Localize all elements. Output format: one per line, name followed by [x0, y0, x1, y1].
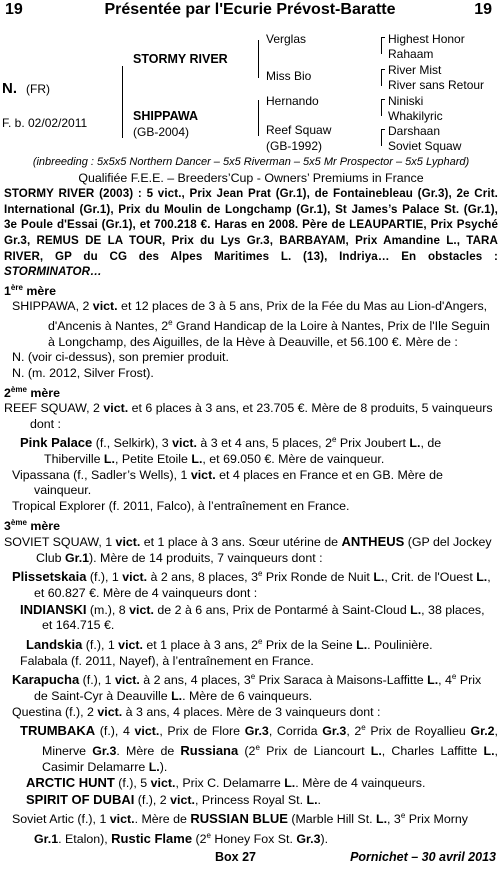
landskia-entry [4, 634, 498, 654]
lot-number-right: 19 [474, 1, 492, 18]
bold: Plissetskaia [12, 569, 87, 585]
text: , Minerve [42, 724, 498, 759]
plissetskaia-entry [4, 566, 498, 601]
inbreeding-line: (inbreeding : 5x5x5 Northern Dancer – 5x5 Riverman – 5x5 Mr Prospector – 5x5 Lyphard) [32, 156, 470, 168]
bold: Gr.3 [92, 744, 117, 759]
bold: vict. [97, 704, 123, 719]
bold: vict. [103, 401, 129, 416]
text: Prix Saraca à Maisons-Laffitte [255, 673, 428, 688]
text: , Corrida [268, 724, 323, 739]
sale-place-date: Pornichet – 30 avril 2013 [350, 850, 496, 864]
text: . Mère de 6 vainqueurs. [182, 689, 313, 703]
text: à 3 et 4 ans, 5 places, 2 [196, 436, 332, 451]
sire-paragraph-text: STORMY RIVER (2003) : 5 vict., Prix Jean Prat (Gr.1), de Fontainebleau (Gr.3), 2e Crit. International (Gr.1), Prix du Moulin de Longchamp (Gr.1), St James’s Palace St. (Gr.1), 3e Poule d'Essai (Gr.1), et 700.218 €. Haras en 2008. Père de LEAUPARTIE, Prix Psyché Gr.3, REMUS DE LA TOUR, Prix du Lys Gr.3, BARBAYAM, Prix Amandine L., TARA RIVER, GP du CG des Alpes Maritimes L. (13), Indriya… En obstacles : [4, 187, 498, 263]
first-dam-heading [4, 280, 498, 300]
text: . Mère de [134, 812, 191, 827]
consignor-title: Présentée par l'Ecurie Prévost-Baratte [104, 1, 396, 18]
sup: e [250, 672, 256, 682]
vipassana-entry [4, 468, 498, 499]
bold: vict. [129, 602, 154, 617]
bold: SPIRIT OF DUBAI [26, 791, 135, 807]
spirit-of-dubai-entry [4, 792, 498, 809]
bold: vict. [150, 776, 176, 791]
text: (Marble Hill St. [287, 812, 377, 827]
bold: RUSSIAN BLUE [190, 811, 288, 827]
heading-sup: ère [10, 282, 23, 292]
bold: Gr.3 [296, 832, 321, 847]
text: Vipassana (f., Sadler’s Wells), 1 [12, 467, 191, 482]
sire-sire: Verglas [266, 32, 307, 46]
sire-paragraph [4, 186, 498, 280]
gen3-2: Rahaam [388, 47, 434, 61]
text: Soviet Artic (f.), 1 [12, 812, 110, 827]
dam-dam-year: (GB-1992) [266, 139, 323, 153]
text: à 2 ans, 4 places, 3 [139, 673, 251, 688]
bold: Rustic Flame [111, 831, 193, 847]
bold: vict. [118, 638, 143, 653]
qualification-line: Qualifiée F.E.E. – Breeders’Cup - Owners’ Premiums in France [78, 170, 424, 185]
bold: L. [284, 776, 296, 791]
horse-origin: (FR) [26, 82, 50, 96]
sire-dam: Miss Bio [266, 69, 312, 83]
tropical-explorer-entry: Tropical Explorer (f. 2011, Falco), à l’entraînement en France. [12, 498, 350, 513]
text: Grand Handicap de la Loire à Nantes, Prix de l'Ile Seguin à Longchamp, des Aiguilles, de la Hève à Deauville, et 56.100 €. Mère de : [48, 319, 490, 349]
bold: vict. [134, 724, 160, 739]
bold: vict. [190, 467, 216, 482]
bold: TRUMBAKA [20, 723, 96, 739]
bold: vict. [170, 792, 195, 807]
text: (f.), 1 [79, 673, 116, 688]
text: , 4 [438, 673, 452, 688]
text: Prix de la Seine [262, 638, 357, 653]
text: . Mère de 4 vainqueurs. [295, 776, 426, 791]
bold: Karapucha [12, 672, 80, 688]
text: . Mère de [116, 744, 181, 759]
first-dam-produce-1: N. (voir ci-dessus), son premier produit. [12, 350, 229, 365]
bold: L. [476, 570, 488, 585]
bold: L. [376, 812, 388, 827]
text: , et 69.050 €. Mère de vainqueur. [202, 452, 385, 467]
gen3-4: River sans Retour [388, 78, 485, 92]
heading-number: 3 [4, 518, 11, 533]
bold: L. [409, 436, 421, 451]
bold: L. [370, 744, 382, 759]
sup: e [255, 742, 260, 752]
text: et 1 place à 3 ans. Sœur utérine de [140, 535, 342, 550]
text: , et 60.827 €. Mère de 4 vainqueurs dont : [34, 570, 491, 601]
bold: L. [148, 759, 160, 774]
sire-name: STORMY RIVER [133, 52, 228, 66]
bold: vict. [122, 570, 148, 585]
sup: e [168, 318, 173, 328]
bracket-line [381, 129, 385, 146]
text: Honey Fox St. [210, 832, 297, 847]
text: , Prix de Flore [159, 724, 245, 739]
text: , Princess Royal St. [194, 792, 307, 807]
pink-palace-entry [4, 432, 498, 467]
pedigree-table [0, 28, 500, 156]
bold: vict. [109, 812, 135, 827]
questina-entry [4, 705, 498, 721]
bold: vict. [172, 436, 197, 451]
bracket-line [381, 37, 385, 54]
sup: e [331, 435, 337, 445]
bold: ARCTIC HUNT [26, 775, 115, 791]
bold: Gr.3 [244, 724, 269, 739]
text: . [317, 792, 321, 807]
text: SHIPPAWA, 2 [12, 299, 90, 314]
text: , 3 [387, 812, 401, 827]
third-dam-paragraph [4, 534, 498, 566]
text: ). [320, 832, 329, 847]
box-number: Box 27 [215, 850, 256, 864]
bold: Gr.1 [64, 550, 90, 565]
sup: e [400, 811, 406, 821]
text: (2 [192, 832, 207, 847]
text: et 4 places en France et en GB. Mère de vainqueur. [34, 467, 443, 498]
text: (f.), 2 [134, 792, 171, 807]
first-dam-produce-2: N. (m. 2012, Silver Frost). [12, 365, 154, 380]
heading-number: 1 [4, 283, 11, 298]
bold: L. [356, 638, 368, 653]
text: REEF SQUAW, 2 [4, 401, 100, 416]
text: (f.), 1 [82, 638, 119, 653]
page-header [0, 0, 500, 22]
dam-origin: (GB-2004) [133, 125, 190, 139]
text: (m.), 8 [86, 602, 130, 617]
bracket-line [258, 40, 259, 78]
bold: Gr.3 [322, 724, 347, 739]
bold: L. [427, 673, 439, 688]
heading-number: 2 [4, 385, 11, 400]
heading-word: mère [26, 385, 60, 400]
text: , Crit. de l'Ouest [384, 570, 477, 585]
bold: L. [171, 689, 183, 703]
text: , de Thiberville [44, 436, 442, 467]
bold: vict. [115, 673, 140, 688]
bold: vict. [115, 535, 141, 550]
text: (f., Selkirk), 3 [92, 436, 173, 451]
sup: e [361, 723, 366, 733]
text: Prix Ronde de Nuit [262, 570, 374, 585]
bracket-line [381, 69, 385, 86]
trumbaka-entry [4, 720, 498, 775]
falabala-entry: Falabala (f. 2011, Nayef), à l’entraînement en France. [20, 653, 314, 668]
gen3-8: Soviet Squaw [388, 139, 462, 153]
horse-birth: F. b. 02/02/2011 [2, 116, 88, 130]
heading-sup: ème [10, 517, 27, 527]
bold: L. [483, 744, 495, 759]
gen3-1: Highest Honor [388, 32, 465, 46]
text: , Prix C. Delamarre [175, 776, 285, 791]
text: Prix Morny [405, 812, 468, 827]
text: Prix de Saint-Cyr à Deauville [34, 673, 482, 703]
gen3-7: Darshaan [388, 124, 441, 138]
karapucha-entry [4, 669, 498, 704]
dam-name: SHIPPAWA [133, 109, 199, 123]
gen3-6: Whakilyric [388, 109, 443, 123]
indianski-entry [4, 602, 498, 634]
text: . Poulinière. [367, 638, 433, 653]
bold: ANTHEUS [341, 534, 405, 550]
horse-name: N. [2, 80, 17, 97]
text: , 2 [346, 724, 362, 739]
second-dam-heading [4, 382, 498, 402]
bold: Russiana [180, 743, 239, 759]
text: , Charles Laffitte [381, 744, 484, 759]
lot-number-left: 19 [5, 1, 23, 18]
heading-word: mère [26, 518, 60, 533]
text: (f.), 5 [114, 776, 151, 791]
text: et 12 places de 3 à 5 ans, Prix de la Fée du Mas au Lion-d'Angers, d'Ancenis à Nantes, 2 [48, 299, 488, 334]
bold: L. [410, 602, 422, 617]
text: ). [159, 759, 168, 774]
sire-paragraph-tail: STORMINATOR… [4, 265, 102, 279]
heading-sup: ème [10, 384, 27, 394]
text: (2 [238, 744, 256, 759]
text: , 38 places, et 164.715 €. [42, 602, 485, 633]
heading-word: mère [22, 283, 56, 298]
gen3-5: Niniski [388, 94, 424, 108]
gen3-3: River Mist [388, 63, 442, 77]
arctic-hunt-entry [4, 775, 498, 792]
text: de 2 à 6 ans, Prix de Pontarmé à Saint-Cloud [153, 602, 411, 617]
bold: L. [191, 452, 203, 467]
text: SOVIET SQUAW, 1 [4, 535, 116, 550]
text: ). Mère de 14 produits, 7 vainqueurs dont : [89, 550, 323, 565]
bold: Landskia [26, 637, 83, 653]
text: . Etalon), [58, 832, 112, 847]
text: , Casimir Delamarre [42, 744, 498, 774]
text: , Petite Etoile [114, 452, 192, 467]
text: (GP del Jockey Club [36, 535, 492, 565]
bold: Pink Palace [20, 435, 93, 451]
bold: L. [103, 452, 115, 467]
bold: vict. [92, 299, 118, 314]
sup: e [451, 672, 457, 682]
bold: Gr.1 [34, 832, 59, 847]
text: et 6 places à 3 ans, et 23.705 €. Mère de 8 produits, 5 vainqueurs dont : [30, 401, 493, 431]
text: (f.), 1 [86, 570, 123, 585]
first-dam-paragraph [4, 299, 498, 350]
second-dam-paragraph [4, 401, 498, 432]
text: Prix Joubert [336, 436, 410, 451]
soviet-artic-entry [4, 808, 498, 847]
text: Questina (f.), 2 [12, 704, 98, 719]
text: à 2 ans, 8 places, 3 [147, 570, 258, 585]
bracket-line [258, 100, 259, 136]
catalogue-body [4, 155, 498, 848]
dam-sire: Hernando [266, 94, 319, 108]
text: à 3 ans, 4 places. Mère de 3 vainqueurs dont : [122, 704, 381, 719]
text: (f.), 4 [95, 724, 135, 739]
sup: e [258, 636, 263, 646]
bold: L. [373, 570, 385, 585]
text: Prix de Royallieu [365, 724, 471, 739]
sup: e [206, 831, 211, 841]
bracket-line [122, 66, 123, 138]
dam-dam: Reef Squaw [266, 123, 332, 137]
third-dam-heading [4, 515, 498, 535]
bracket-line [381, 99, 385, 116]
text: et 1 place à 3 ans, 2 [142, 638, 259, 653]
bold: Gr.2 [470, 724, 495, 739]
bold: L. [306, 792, 318, 807]
sup: e [257, 569, 263, 579]
bold: INDIANSKI [20, 601, 87, 617]
text: Prix de Liancourt [259, 744, 371, 759]
